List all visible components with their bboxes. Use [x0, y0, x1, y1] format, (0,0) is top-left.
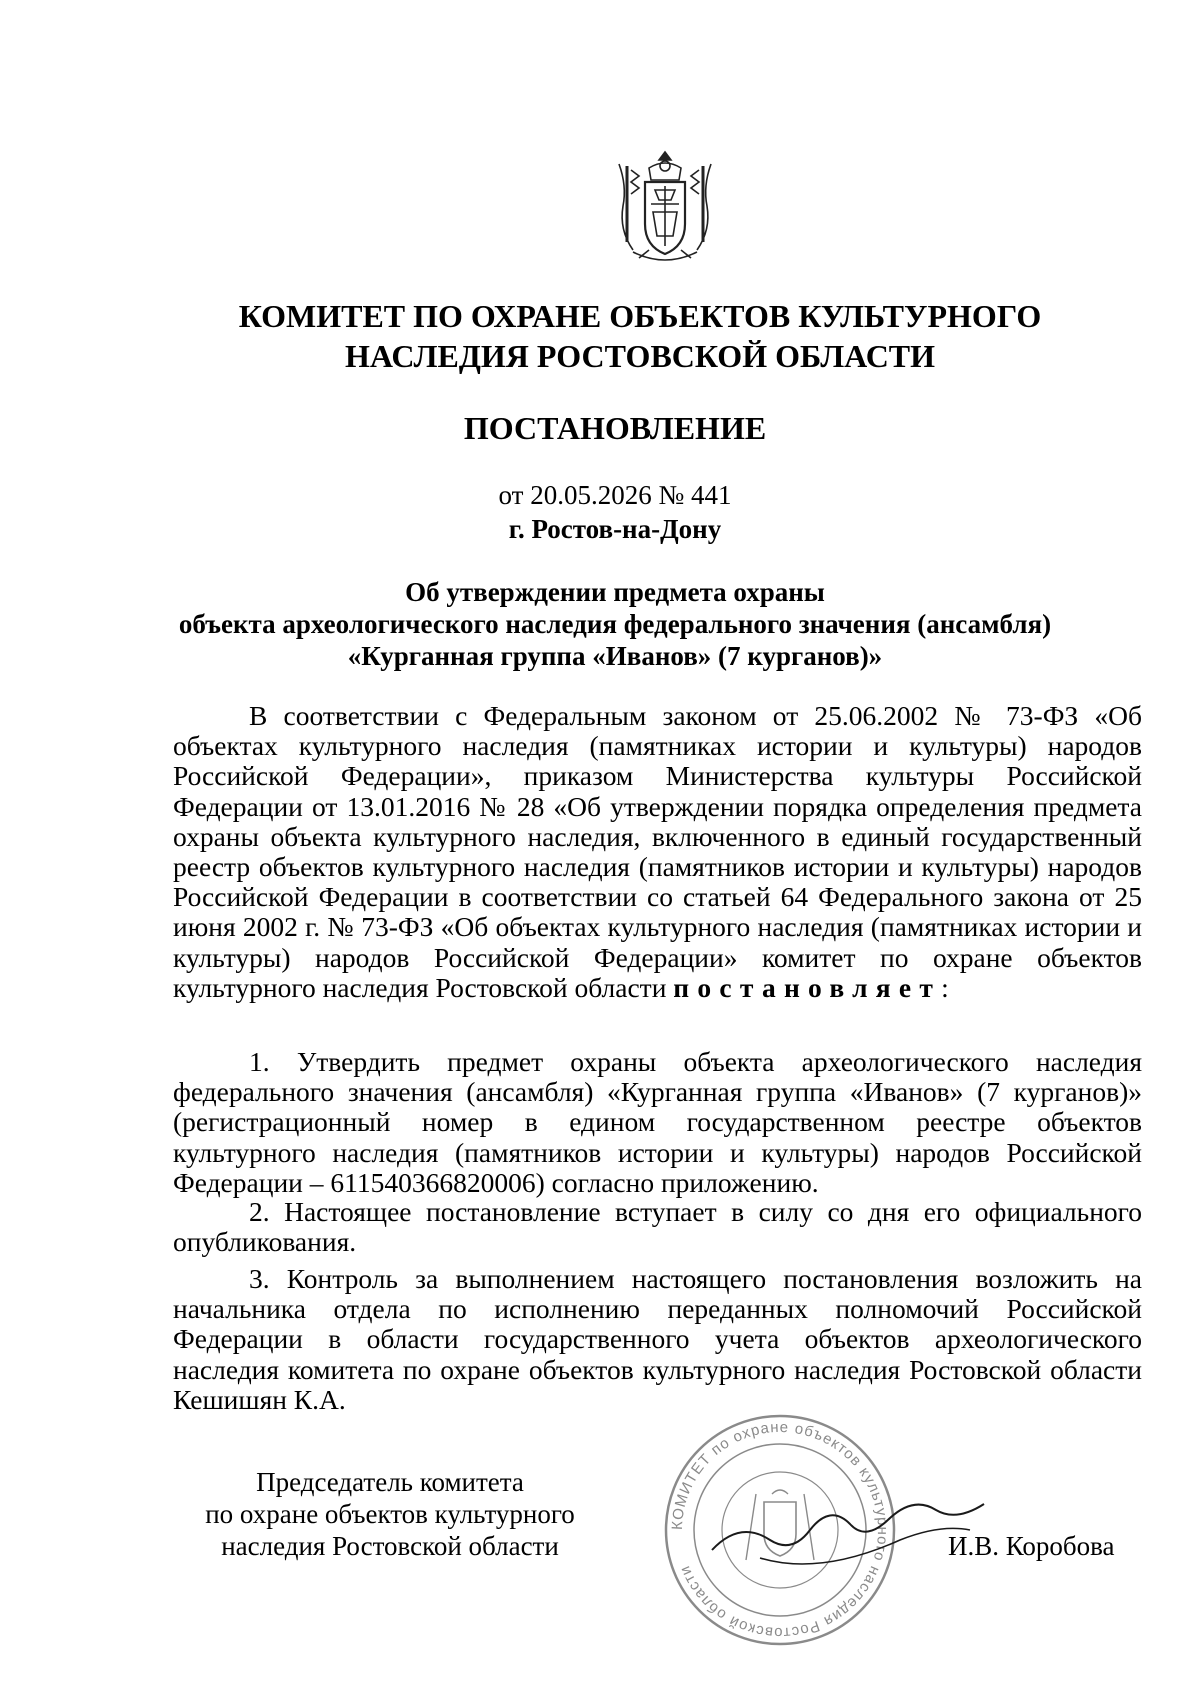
preamble-text: В соответствии с Федеральным законом от 25.06.2002 № 73-ФЗ «Об объектах культурного наследия (памятниках истории и культуры) народов Российской Федерации», приказом Министерства культуры Российской Федерации от 13.01.2016 № 28 «Об утверждении порядка определения предмета охраны объекта культурного наследия, включенного в единый государственный реестр объектов культурного наследия (памятников истории и культуры) народов Российской Федерации в соответствии со статьей 64 Федерального закона от 25 июня 2002 г. № 73-ФЗ «Об объектах культурного наследия (памятниках истории и культуры) народов Российской Федерации» комитет по охране объектов культурного наследия Ростовской области — [173, 700, 1142, 1003]
decree-word: постановляет — [673, 971, 942, 1003]
resolution-item-1: 1. Утвердить предмет охраны объекта археологического наследия федерального значения (ансамбля) «Курганная группа «Иванов» (7 курганов)» (регистрационный номер в едином государственном реестре объектов культурного наследия (памятников истории и культуры) народов Российской Федерации – 611540366820006) согласно приложению. — [173, 1046, 1142, 1198]
document-city: г. Ростов-на-Дону — [508, 514, 722, 544]
coat-of-arms-icon — [609, 146, 721, 268]
signer-title — [180, 1466, 600, 1562]
subject-line-3: «Курганная группа «Иванов» (7 курганов)» — [347, 641, 883, 671]
organization-line-2: НАСЛЕДИЯ РОСТОВСКОЙ ОБЛАСТИ — [344, 338, 936, 374]
organization-line-1: КОМИТЕТ ПО ОХРАНЕ ОБЪЕКТОВ КУЛЬТУРНОГО — [238, 298, 1042, 334]
subject-line-1: Об утверждении предмета охраны — [405, 577, 825, 607]
resolution-item-2: 2. Настоящее постановление вступает в силу со дня его официального опубликования. — [173, 1196, 1142, 1258]
signer-title-line-2: по охране объектов культурного — [205, 1499, 575, 1529]
document-subject — [160, 576, 1070, 672]
decree-colon: : — [941, 971, 949, 1003]
preamble-paragraph — [173, 701, 1142, 1003]
signer-name: И.В. Коробова — [948, 1531, 1115, 1561]
signer-title-line-1: Председатель комитета — [256, 1467, 524, 1497]
resolution-item-3: 3. Контроль за выполнением настоящего постановления возложить на начальника отдела по исполнению переданных полномочий Российской Федерации в области государственного учета объектов археологического наследия комитета по охране объектов культурного наследия Ростовской области Кешишян К.А. — [173, 1263, 1142, 1415]
document-type: ПОСТАНОВЛЕНИЕ — [463, 410, 767, 446]
subject-line-2: объекта археологического наследия федерального значения (ансамбля) — [178, 609, 1052, 639]
seal-text: КОМИТЕТ по охране объектов культурного наследия Ростовской области — [668, 1418, 892, 1642]
signer-title-line-3: наследия Ростовской области — [221, 1531, 559, 1561]
document-date-number: от 20.05.2026 № 441 — [498, 480, 732, 510]
issuing-organization — [200, 296, 1080, 376]
